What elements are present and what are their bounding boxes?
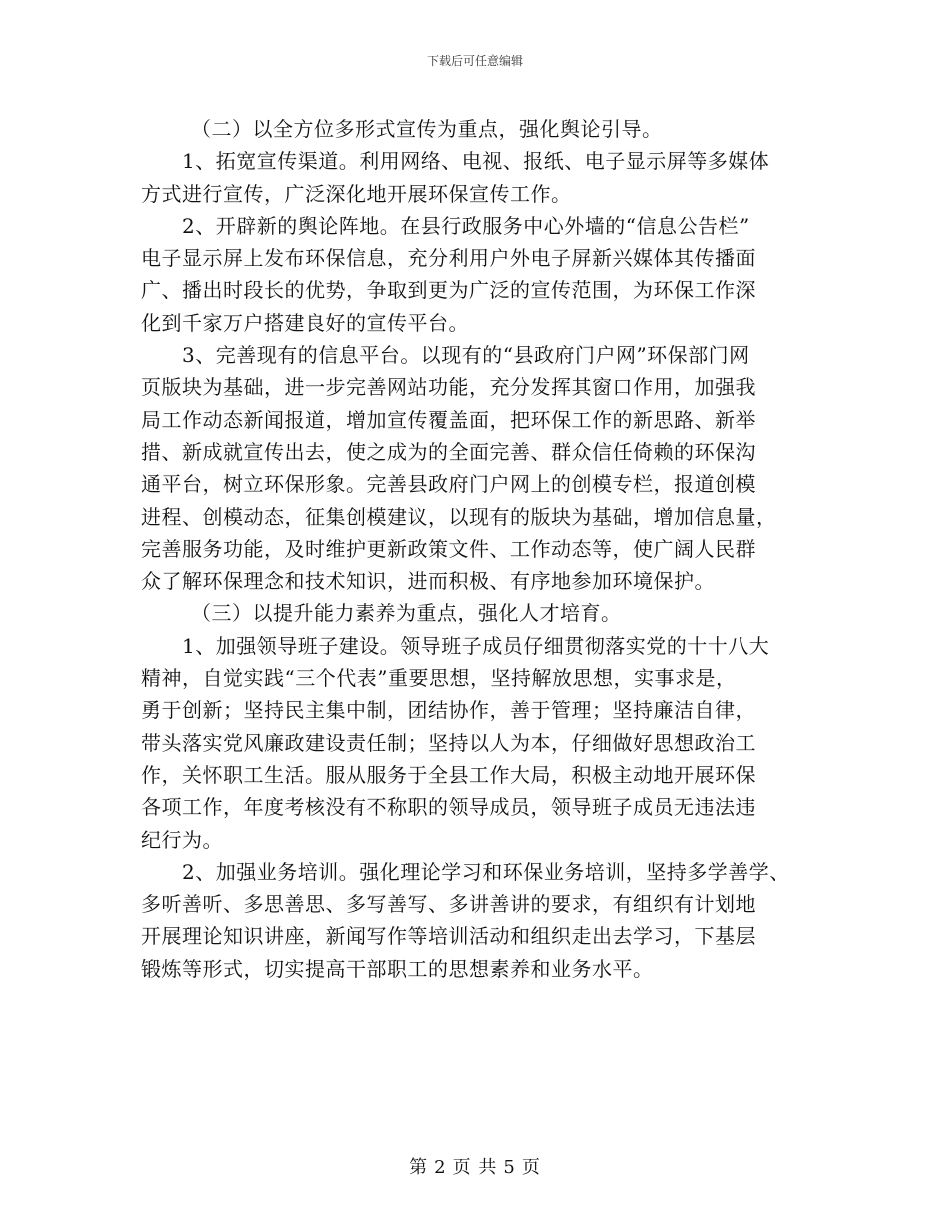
page-header: 下载后可任意编辑 — [426, 54, 523, 68]
paragraph-line: 完善服务功能，及时维护更新政策文件、工作动态等，使广阔人民群 — [141, 536, 756, 561]
paragraph-line: 开展理论知识讲座，新闻写作等培训活动和组织走出去学习，下基层 — [141, 924, 756, 949]
paragraph-line: 纪行为。 — [141, 827, 223, 852]
paragraph-line: 局工作动态新闻报道，增加宣传覆盖面，把环保工作的新思路、新举 — [141, 407, 756, 432]
paragraph-line: 众了解环保理念和技术知识，进而积极、有序地参加环境保护。 — [141, 569, 715, 594]
paragraph-line: 3、完善现有的信息平台。以现有的“县政府门户网”环保部门网 — [182, 343, 750, 368]
paragraph-line: 电子显示屏上发布环保信息，充分利用户外电子屏新兴媒体其传播面 — [141, 246, 756, 271]
paragraph-line: 带头落实党风廉政建设责任制；坚持以人为本，仔细做好思想政治工 — [141, 730, 756, 755]
paragraph-line: 多听善听、多思善思、多写善写、多讲善讲的要求，有组织有计划地 — [141, 892, 756, 917]
paragraph-line: 页版块为基础，进一步完善网站功能，充分发挥其窗口作用，加强我 — [141, 375, 756, 400]
paragraph-line: 各项工作，年度考核没有不称职的领导成员，领导班子成员无违法违 — [141, 795, 756, 820]
footer-prefix: 第 — [409, 1157, 429, 1178]
paragraph-line: 广、播出时段长的优势，争取到更为广泛的宣传范围，为环保工作深 — [141, 278, 756, 303]
page-number: 2 — [434, 1157, 447, 1178]
section-heading: （二）以全方位多形式宣传为重点，强化舆论引导。 — [191, 117, 663, 141]
paragraph-line: 勇于创新；坚持民主集中制，团结协作，善于管理；坚持廉洁自律， — [141, 698, 756, 723]
page-total: 5 — [503, 1157, 516, 1178]
paragraph-line: 作，关怀职工生活。服从服务于全县工作大局，积极主动地开展环保 — [141, 762, 756, 787]
footer-suffix: 页 — [521, 1157, 541, 1178]
page-footer — [0, 1153, 950, 1179]
paragraph-line: 精神，自觉实践“三个代表”重要思想，坚持解放思想，实事求是， — [141, 666, 737, 691]
footer-middle: 页 共 — [452, 1157, 498, 1178]
paragraph-line: 通平台，树立环保形象。完善县政府门户网上的创模专栏，报道创模 — [141, 472, 756, 497]
document-body — [141, 113, 821, 985]
paragraph-line: 2、加强业务培训。强化理论学习和环保业务培训，坚持多学善学、 — [182, 859, 790, 884]
section-heading: （三）以提升能力素养为重点，强化人才培育。 — [191, 601, 622, 626]
paragraph-line: 1、加强领导班子建设。领导班子成员仔细贯彻落实党的十十八大 — [182, 633, 770, 658]
paragraph-line: 方式进行宣传，广泛深化地开展环保宣传工作。 — [141, 181, 572, 206]
paragraph-line: 化到千家万户搭建良好的宣传平台。 — [141, 310, 469, 335]
paragraph-line: 措、新成就宣传出去，使之成为的全面完善、群众信任倚赖的环保沟 — [141, 439, 756, 464]
paragraph-line: 2、开辟新的舆论阵地。在县行政服务中心外墙的“信息公告栏” — [182, 213, 750, 238]
paragraph-line: 1、拓宽宣传渠道。利用网络、电视、报纸、电子显示屏等多媒体 — [182, 149, 770, 174]
paragraph-line: 进程、创模动态，征集创模建议，以现有的版块为基础，增加信息量， — [141, 504, 777, 529]
paragraph-line: 锻炼等形式，切实提高干部职工的思想素养和业务水平。 — [141, 956, 654, 981]
